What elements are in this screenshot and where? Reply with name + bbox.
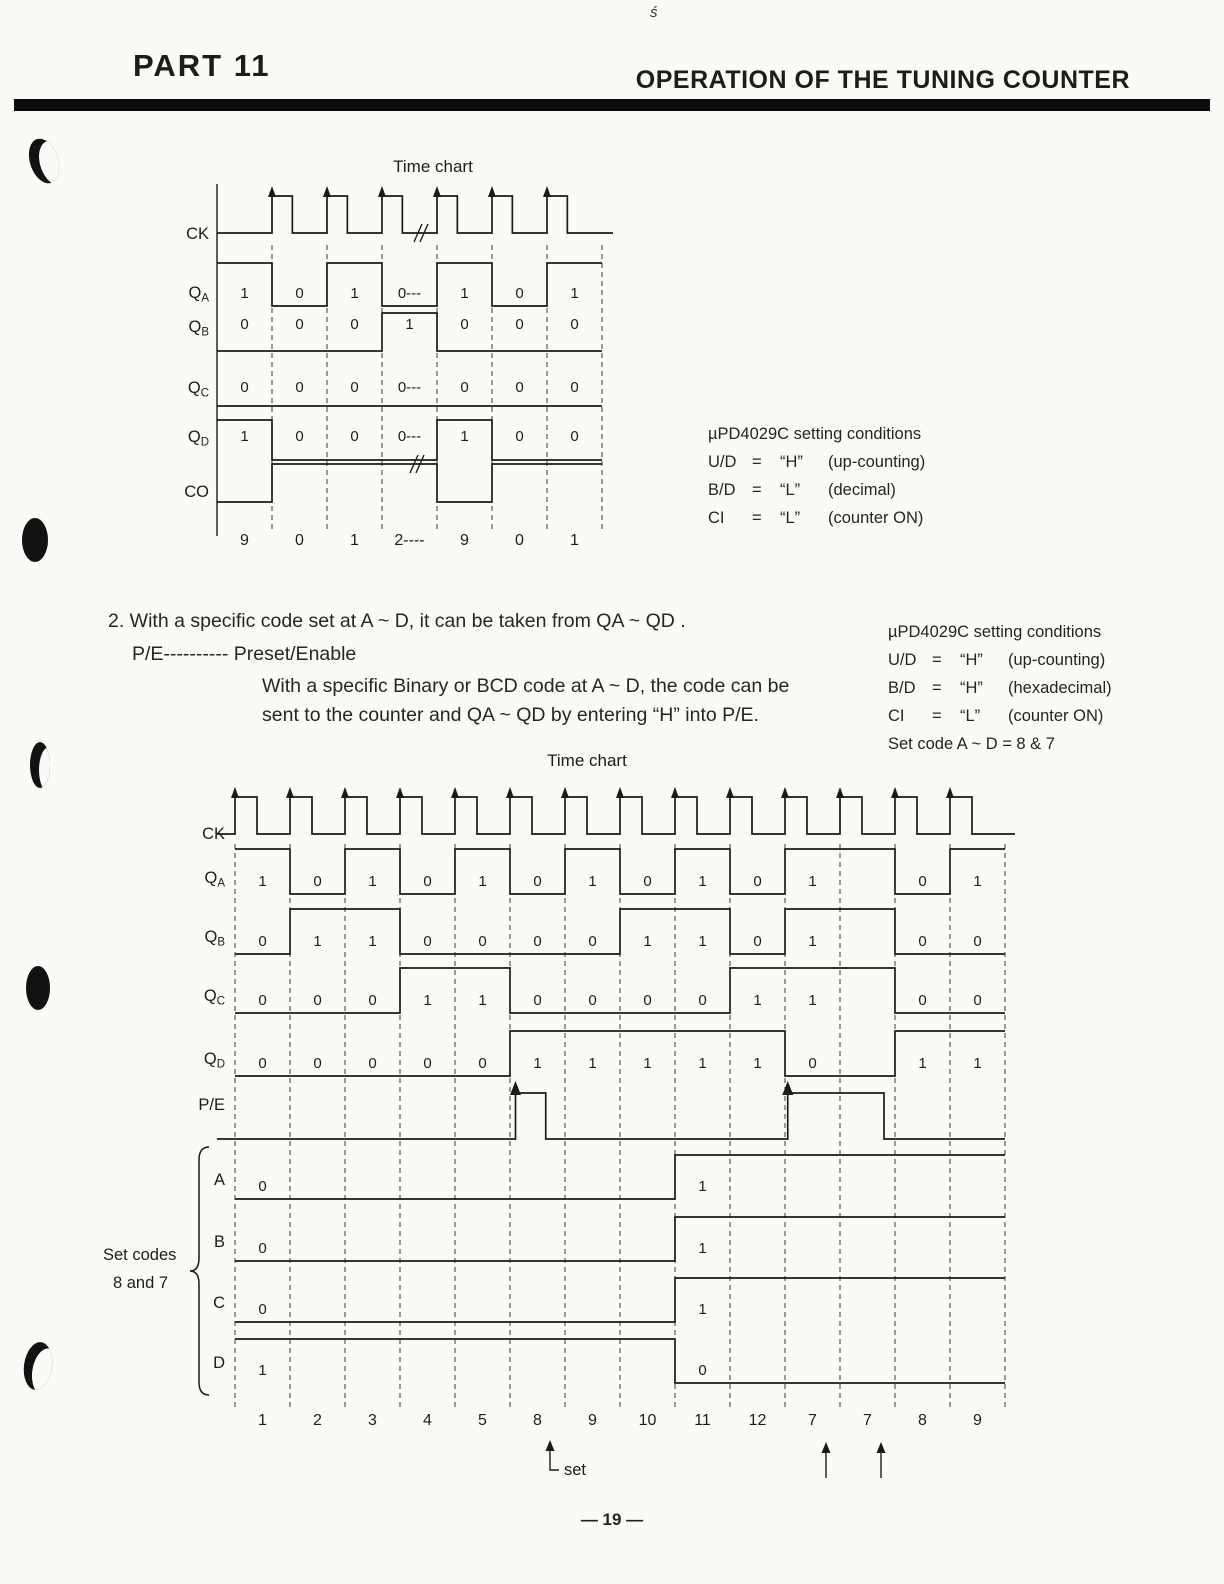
count-row [258, 1412, 982, 1429]
bit-value: 0 [570, 316, 579, 333]
set-codes-label-line2: 8 and 7 [113, 1274, 169, 1292]
signal-row-QA [188, 263, 602, 306]
bit-value: 0 [918, 992, 927, 1009]
count-value: 4 [423, 1412, 432, 1429]
condition-name: B/D [888, 679, 916, 697]
signal-row-CO [184, 464, 602, 502]
bit-value: 1 [350, 285, 359, 302]
bit-value: 1 [588, 873, 597, 890]
conditions-title: µPD4029C setting conditions [888, 623, 1102, 641]
count-value: 9 [460, 532, 469, 549]
bit-value: 0 [643, 873, 652, 890]
count-value: 7 [808, 1412, 817, 1429]
header-rule [14, 99, 1210, 111]
bit-value: 1 [460, 428, 469, 445]
count-value: 8 [533, 1412, 542, 1429]
section2-line3: With a specific Binary or BCD code at A ~ D, the code can be [262, 675, 790, 697]
bit-value: 1 [533, 1055, 542, 1072]
bit-value: 1 [753, 1055, 762, 1072]
signal-label-PE: P/E [198, 1096, 225, 1114]
bit-value: 0 [295, 316, 304, 333]
bit-value: 0 [258, 1055, 267, 1072]
bit-value: 0--- [397, 285, 422, 302]
bit-value: 1 [808, 873, 817, 890]
condition-note: (decimal) [828, 481, 896, 499]
set-code-line: Set code A ~ D = 8 & 7 [888, 735, 1055, 753]
bit-value: 0 [973, 992, 982, 1009]
bit-value: 1 [588, 1055, 597, 1072]
bit-value: 1 [258, 1362, 267, 1379]
bit-value: 0 [350, 316, 359, 333]
bit-value: 1 [423, 992, 432, 1009]
bit-value: 1 [698, 1240, 707, 1257]
condition-row [708, 504, 925, 532]
condition-equals: = [752, 481, 762, 499]
signal-label-QA: $Q_A$ [204, 869, 225, 890]
bit-value: 0 [423, 873, 432, 890]
signal-row-QB [204, 909, 1005, 954]
signal-label-QC: $Q_C$ [187, 379, 209, 400]
bit-value: 0 [588, 992, 597, 1009]
condition-value: “H” [780, 453, 803, 471]
bit-value: 0 [698, 992, 707, 1009]
waveform-PE [217, 1093, 1005, 1139]
bit-value: 1 [698, 1301, 707, 1318]
signal-row-PE [198, 1081, 1005, 1139]
set-codes-label-line1: Set codes [103, 1246, 177, 1264]
count-value: 12 [748, 1412, 767, 1429]
signal-label-QB: $Q_B$ [204, 928, 225, 949]
bit-value: 0 [570, 379, 579, 396]
signal-row-QA [204, 849, 1005, 894]
signal-row-C [213, 1278, 1005, 1322]
bit-value: 0 [423, 1055, 432, 1072]
count-value: 9 [240, 532, 249, 549]
condition-name: U/D [708, 453, 737, 471]
count-value: 7 [863, 1412, 872, 1429]
signal-label-D: D [213, 1354, 225, 1372]
bit-value: 0 [808, 1055, 817, 1072]
count-value: 2 [313, 1412, 322, 1429]
bit-value: 0--- [397, 428, 422, 445]
bit-value: 1 [478, 873, 487, 890]
condition-note: (counter ON) [1008, 707, 1104, 725]
condition-note: (up-counting) [828, 453, 926, 471]
bit-value: 0 [313, 992, 322, 1009]
set-codes-brace [190, 1147, 209, 1395]
count-value: 2---- [394, 532, 425, 549]
hole-punch-mark [21, 1340, 55, 1391]
bit-value: 0 [295, 379, 304, 396]
time-chart-2-preset-counting [95, 748, 1115, 1510]
condition-row [888, 646, 1112, 674]
count-value: 1 [570, 532, 579, 549]
bit-value: 0 [515, 285, 524, 302]
condition-row [888, 674, 1112, 702]
waveform-CK [217, 196, 613, 233]
signal-label-QD: $Q_D$ [203, 1050, 225, 1071]
bit-value: 1 [918, 1055, 927, 1072]
bit-value: 0 [643, 992, 652, 1009]
bit-value: 0 [350, 428, 359, 445]
signal-row-QD [188, 420, 602, 460]
bit-value: 1 [808, 933, 817, 950]
scan-artifact-mark: ś [650, 4, 658, 21]
signal-label-CO: CO [184, 483, 209, 501]
condition-value: “H” [960, 651, 983, 669]
bit-value: 1 [368, 873, 377, 890]
setting-conditions-block-1 [708, 420, 925, 532]
signal-row-B [214, 1217, 1005, 1261]
signal-row-QC [188, 379, 602, 406]
bit-value: 1 [478, 992, 487, 1009]
waveform-CO [217, 464, 602, 502]
condition-value: “H” [960, 679, 983, 697]
hole-punch-mark [22, 518, 48, 562]
bit-value: 0 [295, 428, 304, 445]
bit-value: 0 [918, 933, 927, 950]
count-value: 10 [638, 1412, 657, 1429]
condition-name: CI [888, 707, 905, 725]
bit-value: 0 [515, 428, 524, 445]
signal-row-D [213, 1339, 1005, 1383]
bit-value: 0 [478, 1055, 487, 1072]
condition-equals: = [932, 651, 942, 669]
bit-value: 1 [973, 873, 982, 890]
bit-value: 0 [460, 379, 469, 396]
condition-value: “L” [960, 707, 981, 725]
signal-label-CK: CK [202, 825, 225, 843]
bit-value: 1 [973, 1055, 982, 1072]
bit-value: 1 [240, 285, 249, 302]
condition-equals: = [932, 679, 942, 697]
bit-value: 0 [313, 873, 322, 890]
bit-value: 1 [698, 1178, 707, 1195]
set-pointer-line [550, 1449, 559, 1470]
signal-label-A: A [213, 1171, 225, 1189]
section2-line4: sent to the counter and QA ~ QD by entering “H” into P/E. [262, 704, 759, 726]
condition-name: U/D [888, 651, 917, 669]
bit-value: 0 [753, 933, 762, 950]
bit-value: 0 [533, 873, 542, 890]
count-value: 1 [350, 532, 359, 549]
hole-punch-mark [26, 966, 50, 1010]
page-number: — 19 — [580, 1510, 644, 1529]
condition-row [708, 476, 925, 504]
bit-value: 1 [698, 933, 707, 950]
condition-row [888, 702, 1112, 730]
bit-value: 0--- [397, 379, 422, 396]
count-value: 0 [295, 532, 304, 549]
count-value: 5 [478, 1412, 487, 1429]
condition-note: (up-counting) [1008, 651, 1106, 669]
conditions-title: µPD4029C setting conditions [708, 425, 922, 443]
condition-row [708, 448, 925, 476]
signal-label-QD: $Q_D$ [187, 428, 209, 449]
bit-value: 1 [368, 933, 377, 950]
bit-value: 1 [570, 285, 579, 302]
bit-value: 1 [808, 992, 817, 1009]
signal-row-QC [204, 968, 1005, 1013]
bit-value: 1 [643, 933, 652, 950]
signal-row-QD [204, 1031, 1005, 1076]
bit-value: 0 [478, 933, 487, 950]
bit-value: 0 [515, 316, 524, 333]
bit-value: 0 [460, 316, 469, 333]
section2-line2: P/E---------- Preset/Enable [132, 643, 357, 665]
condition-name: B/D [708, 481, 736, 499]
condition-equals: = [752, 509, 762, 527]
count-row [240, 532, 579, 549]
bit-value: 0 [258, 992, 267, 1009]
bit-value: 0 [313, 1055, 322, 1072]
section2-line1: 2. With a specific code set at A ~ D, it can be taken from QA ~ QD . [108, 610, 686, 632]
bit-value: 1 [698, 873, 707, 890]
waveform-CK [217, 797, 1015, 834]
bit-value: 0 [295, 285, 304, 302]
signal-label-QA: $Q_A$ [188, 284, 209, 305]
condition-note: (hexadecimal) [1008, 679, 1112, 697]
count-value: 1 [258, 1412, 267, 1429]
condition-note: (counter ON) [828, 509, 924, 527]
signal-row-CK [186, 186, 613, 243]
bit-value: 0 [258, 933, 267, 950]
bit-value: 1 [258, 873, 267, 890]
signal-row-QB [188, 313, 602, 351]
part-label: PART 11 [133, 48, 271, 83]
bit-value: 0 [533, 933, 542, 950]
time-chart-title: Time chart [393, 157, 473, 176]
count-value: 11 [694, 1412, 711, 1429]
count-value: 8 [918, 1412, 927, 1429]
condition-value: “L” [780, 481, 801, 499]
bit-value: 0 [240, 316, 249, 333]
waveform-QA [235, 849, 1005, 894]
bit-value: 0 [258, 1301, 267, 1318]
bit-value: 1 [698, 1055, 707, 1072]
condition-value: “L” [780, 509, 801, 527]
bit-value: 0 [368, 992, 377, 1009]
bit-value: 1 [313, 933, 322, 950]
signal-label-CK: CK [186, 225, 209, 243]
count-value: 0 [515, 532, 524, 549]
signal-row-CK [202, 787, 1015, 843]
bit-value: 0 [753, 873, 762, 890]
bit-value: 1 [405, 316, 414, 333]
bit-value: 0 [368, 1055, 377, 1072]
signal-row-A [214, 1155, 1005, 1199]
bit-value: 0 [240, 379, 249, 396]
bit-value: 1 [240, 428, 249, 445]
bit-value: 1 [643, 1055, 652, 1072]
bit-value: 0 [258, 1240, 267, 1257]
hole-punch-mark [30, 742, 50, 788]
count-value: 9 [973, 1412, 982, 1429]
signal-label-QB: $Q_B$ [188, 318, 209, 339]
set-label: set [564, 1461, 587, 1479]
condition-name: CI [708, 509, 725, 527]
setting-conditions-block-2 [888, 618, 1112, 758]
bit-value: 0 [588, 933, 597, 950]
time-chart-title: Time chart [547, 751, 627, 770]
bit-value: 1 [753, 992, 762, 1009]
count-value: 9 [588, 1412, 597, 1429]
time-chart-1-decimal-counting [165, 146, 645, 566]
count-value: 3 [368, 1412, 377, 1429]
bit-value: 1 [460, 285, 469, 302]
hole-punch-mark [24, 135, 65, 187]
bit-value: 0 [423, 933, 432, 950]
bit-value: 0 [570, 428, 579, 445]
bit-value: 0 [533, 992, 542, 1009]
signal-label-QC: $Q_C$ [203, 987, 225, 1008]
bit-value: 0 [918, 873, 927, 890]
signal-label-B: B [213, 1233, 225, 1251]
bit-value: 0 [350, 379, 359, 396]
condition-equals: = [932, 707, 942, 725]
signal-label-C: C [213, 1294, 225, 1312]
bit-value: 0 [515, 379, 524, 396]
bit-value: 0 [258, 1178, 267, 1195]
bit-value: 0 [698, 1362, 707, 1379]
page-title: OPERATION OF THE TUNING COUNTER [635, 66, 1130, 94]
waveform-QB [235, 909, 1005, 954]
condition-equals: = [752, 453, 762, 471]
bit-value: 0 [973, 933, 982, 950]
